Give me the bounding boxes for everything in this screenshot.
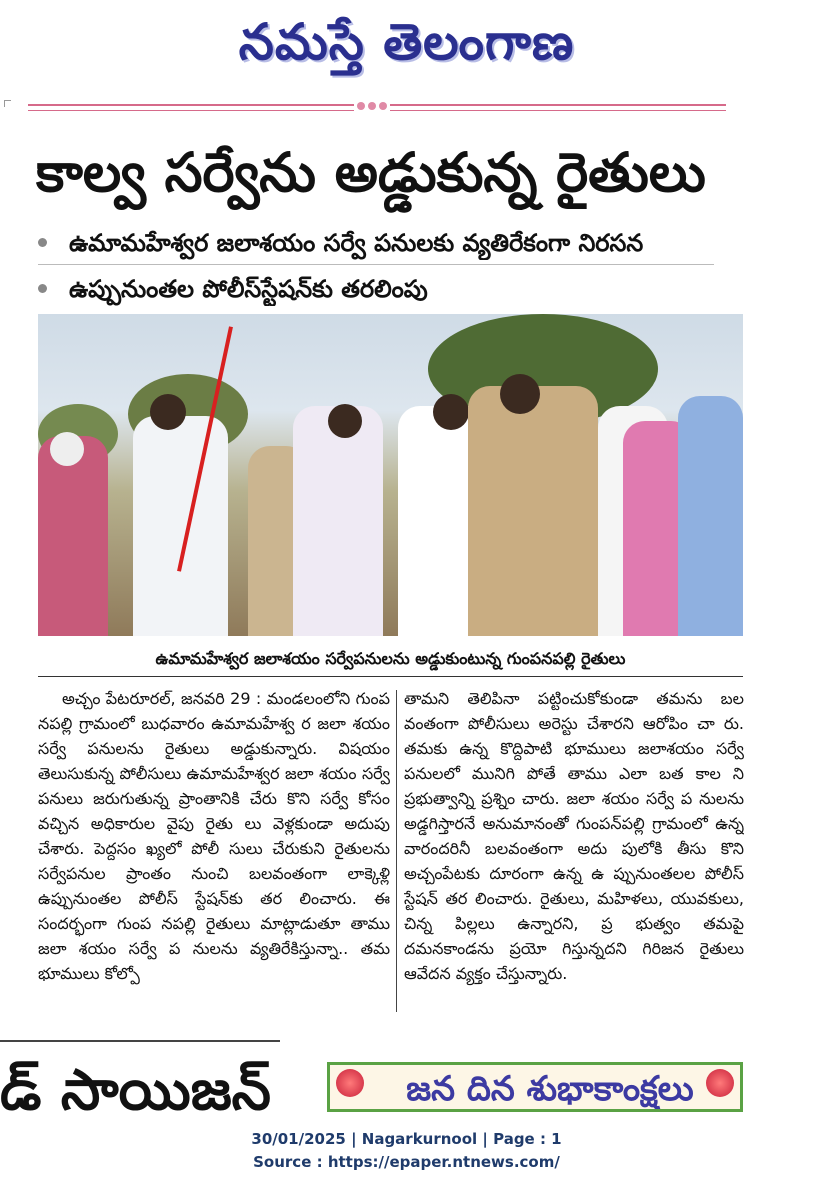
subhead-1 bbox=[38, 226, 718, 260]
flower-icon bbox=[336, 1069, 364, 1097]
adjacent-headline-fragment bbox=[0, 1040, 280, 1114]
bullet-icon bbox=[38, 238, 47, 247]
fragment-text: డ్ సాయిజన్ bbox=[0, 1058, 271, 1114]
ad-text: జన దిన శుభాకాంక్షలు bbox=[406, 1069, 694, 1109]
rule-ornament bbox=[354, 100, 390, 112]
article-body-right: తామని తెలిపినా పట్టించుకోకుండా తమను బల వంతంగా పోలీసులు అరెస్టు చేశారని ఆరోపిం చా రు. తమకు ఉన్న కొద్దిపాటి భూములు జలాశయం సర్వే పనులలో మునిగి పోతే తాము ఎలా బత కాల ని ప్రభుత్వాన్ని ప్రశ్నిం చారు. జలా శయం సర్వే ప నులను అడ్డగిస్తారనే అనుమానంతో గుంపన్‌పల్లి గ్రామంలో ఉన్న వారందరినీ బలవంతంగా అదు పులోకి తీసు కొని అచ్చంపేటకు దూరంగా ఉన్న ఉ ప్పునుంతలల పోలీస్ స్టేషన్ తర లించారు. రైతులు, మహిళలు, యువకులు, చిన్న పిల్లలు ఉన్నారని, ప్ర భుత్వం తమపై దమనకాండను ప్రయో గిస్తున్నదని గిరిజన రైతులు ఆవేదన వ్యక్తం చేస్తున్నారు. bbox=[404, 689, 744, 983]
bullet-icon bbox=[38, 284, 47, 293]
newspaper-logo: నమస్తే తెలంగాణ bbox=[238, 12, 575, 71]
footer-source: Source : https://epaper.ntnews.com/ bbox=[253, 1153, 560, 1171]
masthead bbox=[0, 0, 813, 96]
subhead-divider bbox=[38, 264, 714, 265]
article-body-left: అచ్చం పేటరూరల్, జనవరి 29 : మండలంలోని గుంప నపల్లి గ్రామంలో బుధవారం ఉమామహేశ్వ ర జలా శయం సర్వే పనులను రైతులు అడ్డుకున్నారు. విషయం తెలుసుకున్న పోలీసులు ఉమామహేశ్వర జలా శయం సర్వే పనులు జరుగుతున్న ప్రాంతానికి చేరు కొని సర్వే కోసం వచ్చిన అధికారుల వైపు రైతు లు వెళ్లకుండా అదుపు చేశారు. పెద్దసం ఖ్యలో పోలీ సులు చేరుకుని రైతులను సర్వేపనుల ప్రాంతం నుంచి బలవంతంగా లాక్కెళ్లి ఉప్పునుంతల పోలీస్ స్టేషన్‌కు తర లించారు. ఈ సందర్భంగా గుంప నపల్లి రైతులు మాట్లాడుతూ తాము జలా శయం సర్వే ప నులను వ్యతిరేకిస్తున్నా.. తమ భూములు కోల్పో bbox=[38, 689, 390, 983]
advertisement-banner bbox=[327, 1062, 743, 1112]
subhead-1-text: ఉమామహేశ్వర జలాశయం సర్వే పనులకు వ్యతిరేకంగా నిరసన bbox=[69, 229, 644, 257]
article-headline: కాల్వ సర్వేను అడ్డుకున్న రైతులు bbox=[36, 141, 706, 204]
crop-mark bbox=[4, 100, 11, 107]
article-photo bbox=[38, 314, 743, 636]
subhead-2 bbox=[38, 272, 718, 306]
footer-date-edition: 30/01/2025 | Nagarkurnool | Page : 1 bbox=[251, 1130, 562, 1148]
column-divider bbox=[396, 690, 397, 1012]
subhead-2-text: ఉప్పునుంతల పోలీస్‌స్టేషన్‌కు తరలింపు bbox=[69, 275, 428, 303]
flower-icon bbox=[706, 1069, 734, 1097]
photo-caption: ఉమామహేశ్వర జలాశయం సర్వేపనులను అడ్డుకుంటున్న గుంపనపల్లి రైతులు bbox=[38, 642, 743, 677]
